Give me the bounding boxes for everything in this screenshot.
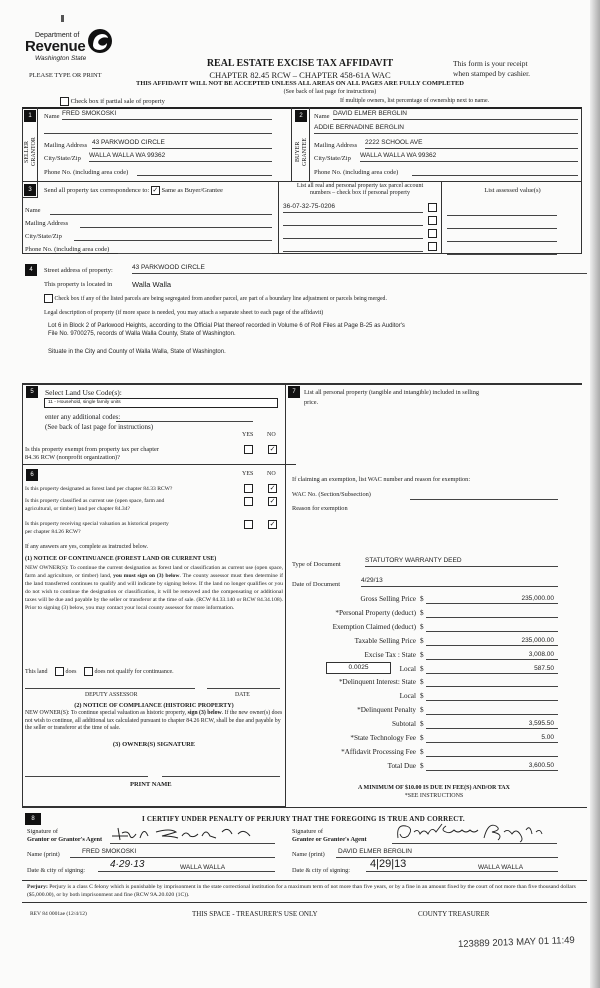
buyer-city-label: City/State/Zip [314,155,351,162]
s6-yes-header: YES [242,471,254,477]
section5-number: 5 [26,386,38,398]
owner-signature-line-2[interactable] [162,767,280,777]
grantor-date-value: 4·29·13 [110,859,145,870]
grantee-signature-scribble [392,820,552,844]
section7-divider [286,464,296,465]
s6-no-header: NO [267,471,276,477]
personal-property-checkbox-3[interactable] [428,229,437,238]
forest-yes-checkbox[interactable] [244,484,253,493]
amount-value-field[interactable]: 3,595.50 [426,718,558,729]
personal-property-label-1: List all personal property (tangible and intangible) included in selling [304,389,480,396]
amount-label: *Delinquent Penalty [357,706,416,715]
current-use-yes-checkbox[interactable] [244,497,253,506]
street-address-field[interactable]: 43 PARKWOOD CIRCLE [132,264,587,274]
buyer-mailing-field[interactable]: 2222 SCHOOL AVE [365,139,578,149]
seller-name-field[interactable]: FRED SMOKOSKI [62,110,272,120]
exempt-question-1: Is this property exempt from property tax per chapter [25,446,159,453]
buyer-city-field[interactable]: WALLA WALLA WA 99362 [360,152,578,162]
parcel-field-2[interactable] [283,216,423,226]
grantor-sig-label-1: Signature of [27,828,58,835]
buyer-name-field[interactable]: DAVID ELMER BERGLIN [333,110,578,120]
grantor-city-value: WALLA WALLA [180,864,226,871]
assessed-field-1[interactable] [447,206,557,216]
legal-description-line1: Lot 6 in Block 2 of Parkwood Heights, according to the Official Plat thereof recorded in Volume 6 of Roll Files at Page B-25 as Auditor's [48,323,405,329]
buyer-grantee-label: BUYER GRANTEE [295,138,308,166]
grantee-date-label: Date & city of signing: [292,867,351,874]
logo-mark [61,15,64,22]
additional-codes-field[interactable] [116,412,253,422]
does-qualify-checkbox[interactable] [55,667,64,676]
current-use-question-2: agricultural, or timber) land per chapter 84.34? [25,506,130,512]
amount-label: *Personal Property (deduct) [335,608,416,617]
exempt-no-checkbox[interactable]: ✓ [269,445,276,453]
amount-label: Local [399,664,416,673]
logo-line2: Revenue [25,38,86,55]
historic-question-1: Is this property receiving special valuation as historical property [25,521,169,527]
exemption-label: If claiming an exemption, list WAC number and reason for exemption: [292,476,471,483]
form-revision: REV 84 0001ae (12/4/12) [30,911,87,917]
grantee-name-label: Name (print) [292,851,325,858]
street-address-label: Street address of property: [44,267,113,274]
print-name-label: PRINT NAME [130,781,172,788]
minimum-note: A MINIMUM OF $10.00 IS DUE IN FEE(S) AND/OR TAX [358,785,510,791]
amount-value-field[interactable]: 3,008.00 [426,649,558,660]
grantee-date-value: 4|29|13 [370,858,407,870]
amount-label: *Delinquent Interest: State [338,678,416,687]
owner-signature-label: (3) OWNER(S) SIGNATURE [112,741,196,748]
s3-name-field[interactable] [50,205,272,215]
send-correspondence-row [44,186,223,195]
forest-land-question: Is this property designated as forest land per chapter 84.33 RCW? [25,486,173,492]
seller-mailing-field[interactable]: 43 PARKWOOD CIRCLE [92,139,272,149]
amount-value-field[interactable] [426,746,558,757]
grantee-city-value: WALLA WALLA [478,864,524,871]
section4-number: 4 [25,264,37,276]
historic-question-2: per chapter 84.26 RCW? [25,529,81,535]
currency-symbol: $ [420,734,424,742]
forest-no-checkbox[interactable]: ✓ [269,484,276,492]
amount-row [292,718,558,730]
dor-logo [25,28,125,68]
currency-symbol: $ [420,761,424,770]
partial-sale-row [60,97,165,106]
amount-label: Exemption Claimed (deduct) [332,622,416,631]
assessed-header: List assessed value(s) [484,187,541,194]
segregated-row [44,294,387,303]
buyer-name2-field[interactable]: ADDIE BERNADINE BERGLIN [314,124,578,134]
exempt-yes-checkbox[interactable] [244,445,253,454]
exemption-reason-label: Reason for exemption [292,505,348,512]
grantee-date-field[interactable] [366,858,558,872]
if-yes-note: If any answers are yes, complete as instructed below. [25,544,148,550]
dor-swirl-logo-icon [87,28,113,54]
currency-symbol: $ [420,678,424,687]
amount-row [292,704,558,716]
currency-symbol: $ [420,692,424,701]
currency-symbol: $ [420,595,424,603]
seller-grantor-label: SELLER GRANTOR [24,137,37,167]
amount-label: Total Due [387,761,416,770]
currency-symbol: $ [420,747,424,756]
segregated-label: Check box if any of the listed parcels are being segregated from another parcel, are part of a boundary line adjustment or parcels being merged. [54,295,387,302]
amount-value-field[interactable] [426,621,558,632]
personal-property-checkbox-2[interactable] [428,216,437,225]
does-label: does [65,668,77,675]
currency-symbol: $ [420,650,424,659]
amount-label: Local [399,692,416,701]
treasurer-use-only: THIS SPACE - TREASURER'S USE ONLY [192,910,318,918]
amount-row [292,635,558,647]
form-subtitle: CHAPTER 82.45 RCW – CHAPTER 458-61A WAC [209,70,391,80]
located-label: This property is located in [44,281,113,288]
doc-date-label: Date of Document [292,581,341,588]
currency-symbol: $ [420,636,424,645]
scan-edge [590,0,600,988]
currency-symbol: $ [420,706,424,715]
s3-phone-label: Phone No. (including area code) [25,246,110,253]
section2-sidebar [291,107,310,182]
amount-value-field[interactable]: 587.50 [426,663,558,674]
notice-continuance-text: NEW OWNER(S): To continue the current designation as forest land or classification as current use (open space, farm and agriculture, or timber) land, you must sign on (3) below. The county assessor must then determine if the land transferred continues to qualify and will indicate by signing below. If the land no longer qualifies or you do not wish to continue the designation or classification, it will be removed and the compensating or additional taxes will be due and payable by the seller or transferor at the time of sale. (RCW 84.33.140 or RCW 84.34.108). Prior to signing (3) below, you may contact your local county assessor for more information. [25,565,283,612]
logo-line3: Washington State [35,55,87,62]
amount-value-field[interactable]: 235,000.00 [426,593,558,604]
current-use-no-checkbox[interactable]: ✓ [269,497,276,505]
parcel-field-3[interactable] [283,229,423,239]
partial-sale-checkbox[interactable] [60,97,69,106]
s3-city-label: City/State/Zip [25,233,62,240]
assessed-field-4[interactable] [447,245,557,255]
amounts-table [292,593,558,773]
located-value: Walla Walla [132,280,172,289]
personal-property-checkbox-4[interactable] [428,242,437,251]
receipt-note-1: This form is your receipt [453,59,528,68]
seller-city-field[interactable]: WALLA WALLA WA 99362 [89,152,272,162]
form-title: REAL ESTATE EXCISE TAX AFFIDAVIT [206,58,394,69]
legal-description-label: Legal description of property (if more space is needed, you may attach a separate sheet to each page of the affidavit) [44,310,324,316]
deputy-assessor-label: DEPUTY ASSESSOR [85,692,138,698]
personal-property-checkbox-1[interactable] [428,203,437,212]
amount-row [292,746,558,758]
partial-sale-label: Check box if partial sale of property [70,97,165,105]
amount-value-field[interactable] [426,607,558,618]
buyer-name-label: Name [314,113,330,120]
seller-phone-field[interactable] [137,166,272,176]
buyer-phone-label: Phone No. (including area code) [314,169,399,176]
assessor-date-line[interactable] [207,679,280,689]
additional-codes-label: enter any additional codes: [45,413,121,421]
receipt-note-2: when stamped by cashier. [453,69,531,78]
amount-row [292,732,558,744]
current-use-question-1: Is this property classified as current use (open space, farm and [25,498,165,504]
parcel-field-1[interactable]: 36-07-32-75-0206 [283,203,423,213]
doc-type-label: Type of Document [292,561,341,568]
currency-symbol: $ [420,622,424,631]
notice-compliance-title: (2) NOTICE OF COMPLIANCE (HISTORIC PROPERTY) [74,702,234,709]
grantor-signature-scribble [110,824,270,844]
section3-number: 3 [24,184,36,196]
section1-number: 1 [24,110,36,122]
perjury-bottom-rule [22,902,587,903]
amount-label: Taxable Selling Price [354,636,416,645]
seller-mailing-label: Mailing Address [44,142,88,149]
currency-symbol: $ [420,664,424,673]
seller-phone-label: Phone No. (including area code) [44,169,129,176]
currency-symbol: $ [420,608,424,617]
assessed-field-3[interactable] [447,232,557,242]
amount-value-field[interactable]: 5.00 [426,732,558,743]
section6-number: 6 [26,469,38,481]
s3-city-field[interactable] [74,231,272,241]
warning-text: THIS AFFIDAVIT WILL NOT BE ACCEPTED UNLESS ALL AREAS ON ALL PAGES ARE FULLY COMPLETED [136,80,464,87]
personal-property-label-2: price. [304,399,319,406]
land-use-label: Select Land Use Code(s): [45,388,122,397]
see-back-note: (See back of last page for instructions) [283,89,377,95]
local-rate-field[interactable]: 0.0025 [326,662,391,674]
buyer-mailing-label: Mailing Address [314,142,358,149]
does-not-qualify-checkbox[interactable] [84,667,93,676]
s3-phone-field[interactable] [118,244,272,254]
amount-row [292,621,558,633]
same-as-buyer-checkbox[interactable]: ✓ [152,186,159,194]
section2-number: 2 [295,110,307,122]
grantor-sig-label-2: Grantor or Grantor's Agent [27,836,103,843]
section3-number-cell [22,182,38,198]
s5-yes-header: YES [242,432,254,438]
this-land-label: This land [25,668,48,675]
currency-symbol: $ [420,720,424,729]
owner-signature-line[interactable] [25,767,148,777]
s5-no-header: NO [267,432,276,438]
amount-value-field[interactable]: 235,000.00 [426,635,558,646]
grantee-sig-label-2: Grantee or Grantee's Agent [292,836,367,843]
notice-compliance-text: NEW OWNER(S): To continue special valuation as historic property, sign (3) below. If the new owner(s) does not wish to continue, all additional tax calculated pursuant to chapter 84.26 RCW, shall be due and payable by the seller or transferor at the time of sale. [25,710,283,732]
grantor-name-label: Name (print) [27,851,60,858]
see-instructions: *SEE INSTRUCTIONS [404,793,464,799]
amount-value-field[interactable] [426,690,558,701]
amount-row [292,690,558,702]
exempt-question-2: 84.36 RCW (nonprofit organization)? [25,454,120,461]
cashier-stamp: 123889 2013 MAY 01 11:49 [457,934,575,951]
grantor-date-label: Date & city of signing: [27,867,86,874]
buyer-phone-field[interactable] [412,166,578,176]
logo-line1: Department of [35,32,80,39]
grantor-signature-field[interactable] [110,834,275,844]
doc-date-field[interactable]: 4/29/13 [361,577,558,587]
doc-type-field[interactable]: STATUTORY WARRANTY DEED [365,557,558,567]
grantee-sig-label-1: Signature of [292,828,323,835]
does-not-label: does not qualify for continuance. [94,668,174,675]
assessor-date-label: DATE [235,692,250,698]
county-treasurer: COUNTY TREASURER [418,910,490,918]
amount-row [292,649,558,661]
certify-statement: I CERTIFY UNDER PENALTY OF PERJURY THAT THE FOREGOING IS TRUE AND CORRECT. [142,815,465,823]
amount-label: *State Technology Fee [350,734,416,742]
please-type: PLEASE TYPE OR PRINT [29,72,102,79]
seller-name2-field[interactable] [44,124,272,134]
historic-no-checkbox[interactable]: ✓ [269,520,276,528]
grantee-signature-field[interactable] [392,834,557,844]
s3-mailing-field[interactable] [80,218,272,228]
amount-label: Gross Selling Price [360,595,416,603]
s3-mailing-label: Mailing Address [25,220,69,227]
land-use-select[interactable]: 11 - Household, single family units [44,398,278,408]
parcel-field-4[interactable] [283,242,423,252]
legal-description-line2: File No. 9700275, records of Walla Walla County, State of Washington. [48,331,236,337]
assessed-field-2[interactable] [447,219,557,229]
wac-label: WAC No. (Section/Subsection) [292,491,371,498]
segregated-checkbox[interactable] [44,294,53,303]
s5-see-back: (See back of last page for instructions) [45,423,154,431]
amount-value-field[interactable] [426,676,558,687]
s3-name-label: Name [25,207,41,214]
amount-row [292,676,558,688]
section1-sidebar [22,107,38,182]
grantor-name-field[interactable]: FRED SMOKOSKI [70,848,275,858]
section6-box [22,465,286,807]
multiple-owners-note: If multiple owners, list percentage of ownership next to name. [340,98,490,104]
notice-continuance-title: (1) NOTICE OF CONTINUANCE (FOREST LAND OR CURRENT USE) [25,556,217,562]
perjury-notice: Perjury: Perjury is a class C felony which is punishable by imprisonment in the state correctional institution for a maximum term of not more than five years, or by a fine in an amount fixed by the court of not more than five thousand dollars ($5,000.00), or by both imprisonment and fine (RCW 9A.20.020 (1C)). [27,884,576,898]
amount-value-field[interactable] [426,704,558,715]
this-land-row [25,667,174,676]
amount-value-field[interactable]: 3,600.50 [426,760,558,771]
same-as-buyer-label: Same as Buyer/Grantee [161,186,223,194]
amount-row [292,593,558,605]
legal-description-line3: Situate in the City and County of Walla Walla, State of Washington. [48,349,226,355]
send-correspondence-label: Send all property tax correspondence to: [44,186,150,194]
exemption-reason-field[interactable] [292,524,558,534]
seller-city-label: City/State/Zip [44,155,81,162]
deputy-assessor-line[interactable] [25,679,195,689]
amount-label: Subtotal [392,720,416,729]
amount-label: Excise Tax : State [364,650,416,659]
seller-name-label: Name [44,113,60,120]
section8-top-rule [22,807,587,808]
amount-label: *Affidavit Processing Fee [341,747,416,756]
perjury-top-rule [22,880,587,881]
section7-number: 7 [288,386,300,398]
amount-row [292,760,558,772]
parcel-header: List all real and personal property tax parcel account numbers – check box if personal property [296,183,424,196]
amount-row [292,607,558,619]
grantee-name-field[interactable]: DAVID ELMER BERGLIN [336,848,558,858]
wac-field[interactable] [410,490,558,500]
historic-yes-checkbox[interactable] [244,520,253,529]
section8-number: 8 [25,813,41,825]
grantor-date-field[interactable] [98,859,275,872]
